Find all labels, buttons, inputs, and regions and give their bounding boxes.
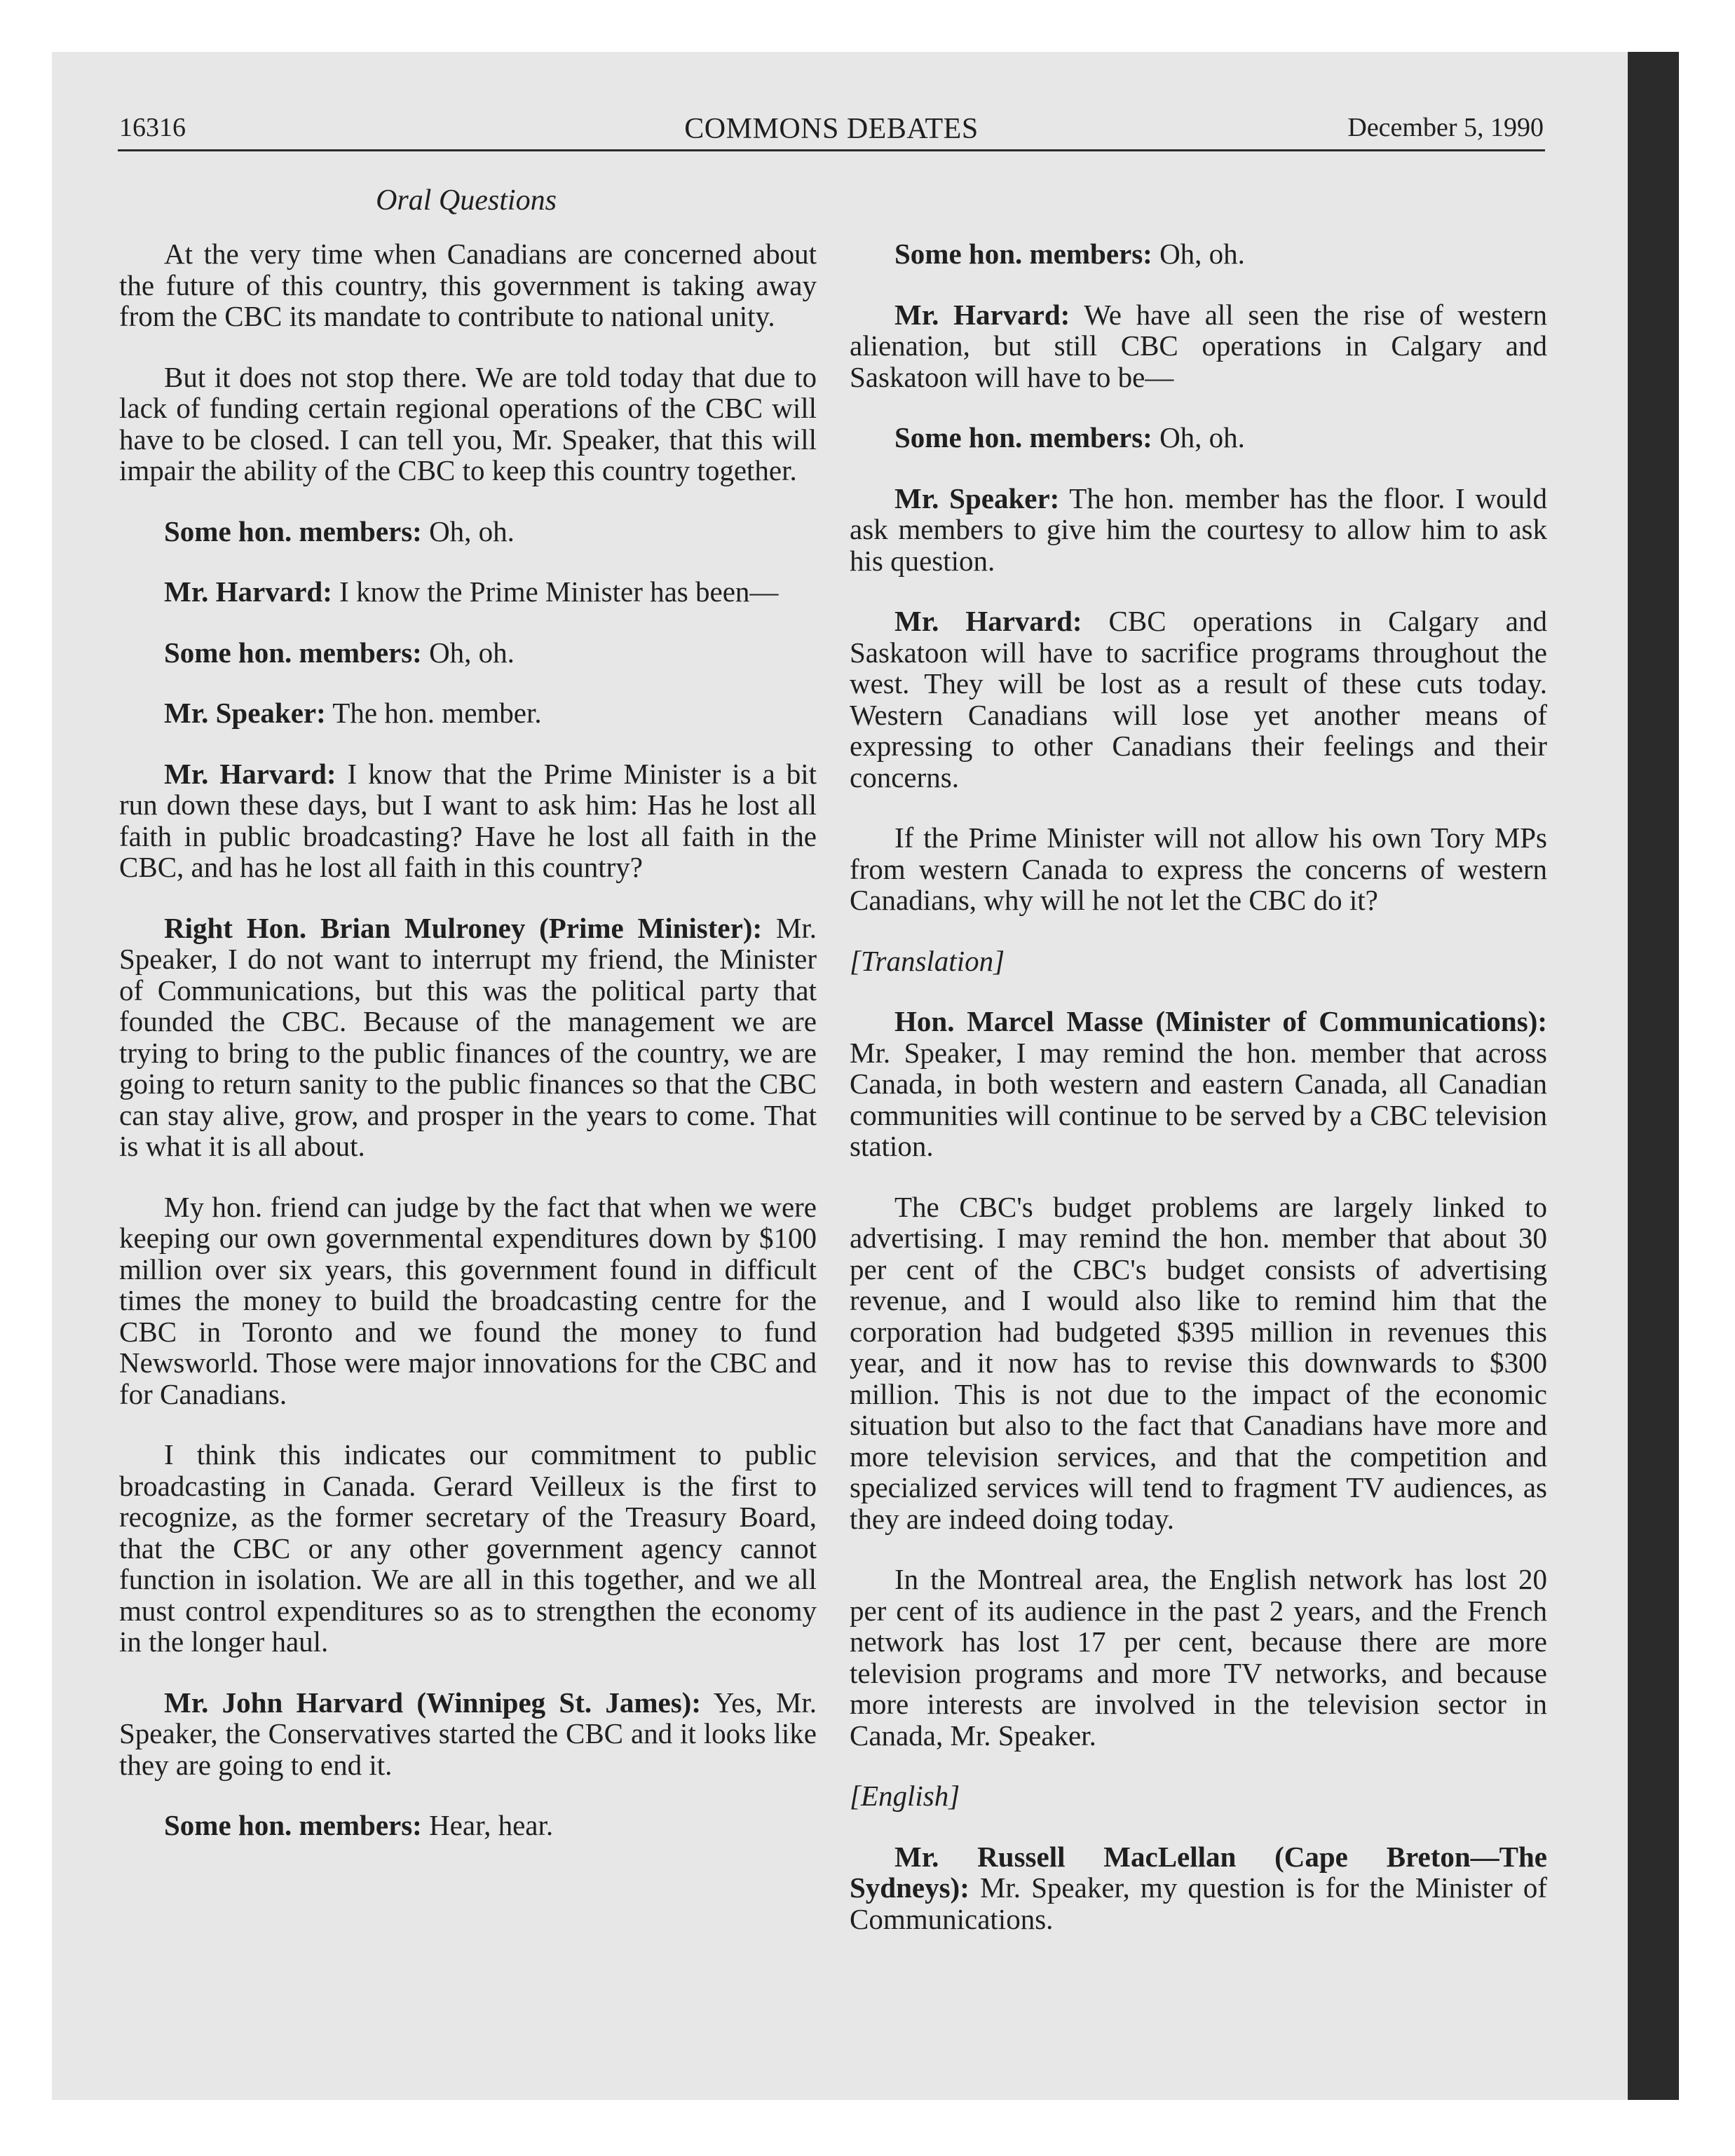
paragraph-text: CBC operations in Calgary and Saskatoon will have to sacrifice programs throughout the west. They will be lost as a result of these cuts today. Western Canadians will lose yet another means of expressing to other Canadians their feelings and their concerns. <box>850 605 1548 793</box>
paragraph <box>850 1006 1547 1162</box>
paragraph-text: Oh, oh. <box>421 514 515 547</box>
paragraph-text: I think this indicates our commitment to public broadcasting in Canada. Gerard Veilleux is the first to recognize, as the former secretary of the Treasury Board, that the CBC or any other government agency cannot function in isolation. We are all in this together, and we all must control expenditures so as to strengthen the economy in the longer haul. <box>119 1438 817 1658</box>
speaker-name: Right Hon. Brian Mulroney (Prime Minister): <box>164 911 763 944</box>
paragraph-text: [Translation] <box>850 944 1005 977</box>
speaker-name: Mr. Harvard: <box>894 605 1082 637</box>
header-rule <box>118 149 1545 151</box>
paragraph <box>850 822 1547 916</box>
speaker-name: Mr. Harvard: <box>164 575 332 608</box>
paragraph <box>850 1192 1547 1535</box>
paragraph-text: But it does not stop there. We are told today that due to lack of funding certain regional operations of the CBC will have to be closed. I can tell you, Mr. Speaker, that this will impair the ability of the CBC to keep this country together. <box>119 360 817 486</box>
paragraph <box>119 1810 817 1841</box>
speaker-name: Mr. John Harvard (Winnipeg St. James): <box>164 1686 701 1719</box>
speaker-name: Mr. Russell MacLellan (Cape Breton—The Sydneys): <box>850 1840 1547 1904</box>
scan-edge-shadow <box>1628 52 1679 2100</box>
speaker-name: Hon. Marcel Masse (Minister of Communications): <box>894 1005 1547 1037</box>
paragraph-text: We have all seen the rise of western alienation, but still CBC operations in Calgary and Saskatoon will have to be— <box>850 298 1547 393</box>
paragraph-text: Mr. Speaker, I do not want to interrupt my friend, the Minister of Communications, but this was the political party that founded the CBC. Because of the management we are trying to bring to the public finances of the country, we are going to return sanity to the public finances so that the CBC can stay alive, grow, and prosper in the years to come. That is what it is all about. <box>119 911 817 1162</box>
speaker-name: Mr. Harvard: <box>164 757 336 790</box>
page-date: December 5, 1990 <box>1347 113 1544 142</box>
publication-title: COMMONS DEBATES <box>684 113 979 145</box>
paragraph-text: Mr. Speaker, my question is for the Minister of Communications. <box>850 1871 1547 1935</box>
speaker-name: Some hon. members: <box>164 1809 422 1841</box>
paragraph <box>850 1841 1547 1935</box>
paragraph <box>850 238 1547 270</box>
paragraph-text: Oh, oh. <box>421 636 515 669</box>
paragraph <box>119 362 817 486</box>
paragraph <box>119 913 817 1162</box>
paragraph-text: At the very time when Canadians are concerned about the future of this country, this government is taking away from the CBC its mandate to contribute to national unity. <box>119 238 817 332</box>
speaker-name: Mr. Harvard: <box>894 298 1070 331</box>
paragraph-text: Mr. Speaker, I may remind the hon. member that across Canada, in both western and eastern Canada, all Canadian communities will continue to be served by a CBC television station. <box>850 1036 1547 1162</box>
page-header <box>119 112 1544 154</box>
paragraph-text: My hon. friend can judge by the fact that when we were keeping our own governmental expenditures down by $100 million over six years, this government found in difficult times the money to build the broadcasting centre for the CBC in Toronto and we found the money to fund Newsworld. Those were major innovations for the CBC and for Canadians. <box>119 1190 817 1410</box>
paragraph-text: Oh, oh. <box>1152 421 1245 453</box>
paragraph-text: The CBC's budget problems are largely linked to advertising. I may remind the hon. member that about 30 per cent of the CBC's budget consists of advertising revenue, and I would also like to remind him that the corporation had budgeted $395 million in revenues this year, and it now has to revise this downwards to $300 million. This is not due to the impact of the economic situation but also to the fact that Canadians have more and more television services, and that the competition and specialized services will tend to fragment TV audiences, as they are indeed doing today. <box>850 1190 1547 1535</box>
paragraph-text: The hon. member has the floor. I would ask members to give him the courtesy to allow him to ask his question. <box>850 482 1547 577</box>
paragraph <box>119 516 817 547</box>
paragraph <box>850 1780 1547 1812</box>
paragraph <box>119 637 817 669</box>
paragraph <box>850 946 1547 977</box>
paragraph-text: Hear, hear. <box>421 1809 554 1841</box>
left-column <box>119 238 817 1871</box>
paragraph <box>850 1564 1547 1751</box>
page-number: 16316 <box>119 113 186 142</box>
paragraph <box>119 1439 817 1658</box>
speaker-name: Some hon. members: <box>164 636 422 669</box>
paragraph <box>119 758 817 883</box>
speaker-name: Some hon. members: <box>894 238 1152 270</box>
speaker-name: Mr. Speaker: <box>164 697 326 729</box>
paragraph <box>119 238 817 332</box>
paragraph <box>850 606 1547 793</box>
paragraph <box>119 576 817 608</box>
paragraph <box>119 697 817 729</box>
paragraph-text: I know the Prime Minister has been— <box>332 575 779 608</box>
paragraph-text: If the Prime Minister will not allow his own Tory MPs from western Canada to express the concerns of western Canadians, why will he not let the CBC do it? <box>850 821 1547 916</box>
paragraph <box>119 1192 817 1410</box>
paragraph <box>850 299 1547 393</box>
section-heading: Oral Questions <box>376 184 557 217</box>
paragraph <box>850 483 1547 577</box>
paragraph-text: [English] <box>850 1780 960 1812</box>
speaker-name: Some hon. members: <box>164 514 422 547</box>
paragraph <box>119 1687 817 1781</box>
paragraph-text: Yes, Mr. Speaker, the Conservatives started the CBC and it looks like they are going to end it. <box>119 1686 817 1781</box>
paragraph-text: In the Montreal area, the English network has lost 20 per cent of its audience in the past 2 years, and the French network has lost 17 per cent, because there are more television programs and more TV networks, and because more interests are involved in the television sector in Canada, Mr. Speaker. <box>850 1563 1547 1752</box>
paragraph-text: The hon. member. <box>325 697 542 729</box>
right-column <box>850 238 1547 1964</box>
paragraph-text: Oh, oh. <box>1152 238 1245 270</box>
paragraph <box>850 422 1547 453</box>
speaker-name: Some hon. members: <box>894 421 1152 453</box>
paragraph-text: I know that the Prime Minister is a bit run down these days, but I want to ask him: Has he lost all faith in public broadcasting? Have he lost all faith in the CBC, and has he lost all faith in this country? <box>119 757 817 883</box>
speaker-name: Mr. Speaker: <box>894 482 1060 514</box>
